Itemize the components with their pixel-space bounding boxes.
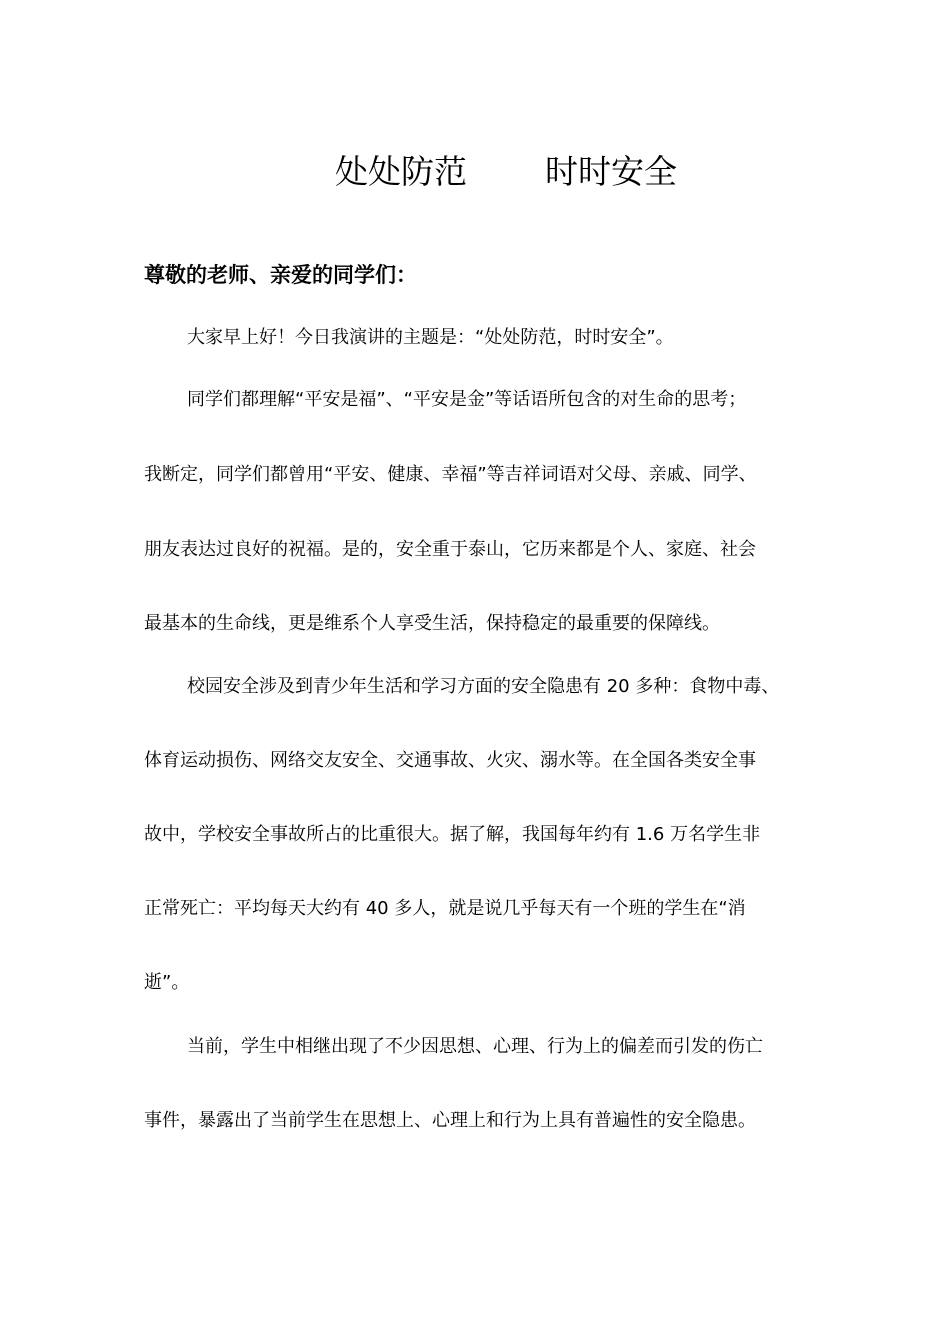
paragraph-4-line-2: 事件，暴露出了当前学生在思想上、心理上和行为上具有普遍性的安全隐患。 — [144, 1110, 756, 1131]
paragraph-3-line-1: 校园安全涉及到青少年生活和学习方面的安全隐患有 20 多种：食物中毒、 — [187, 676, 780, 697]
paragraph-1-line-1: 大家早上好！今日我演讲的主题是：“处处防范，时时安全”。 — [187, 327, 674, 348]
paragraph-2-line-2: 我断定，同学们都曾用“平安、健康、幸福”等吉祥词语对父母、亲戚、同学、 — [144, 464, 757, 485]
paragraph-2-line-3: 朋友表达过良好的祝福。是的，安全重于泰山，它历来都是个人、家庭、社会 — [144, 539, 756, 560]
paragraph-3-line-4: 正常死亡：平均每天大约有 40 多人，就是说几乎每天有一个班的学生在“消 — [144, 898, 746, 919]
paragraph-3-line-5: 逝”。 — [144, 972, 190, 993]
paragraph-2-line-4: 最基本的生命线，更是维系个人享受生活，保持稳定的最重要的保障线。 — [144, 613, 720, 634]
document-title — [0, 148, 950, 196]
title-part-left: 处处防范 — [335, 152, 467, 191]
title-part-right: 时时安全 — [545, 152, 677, 191]
paragraph-4-line-1: 当前，学生中相继出现了不少因思想、心理、行为上的偏差而引发的伤亡 — [187, 1036, 763, 1057]
paragraph-2-line-1: 同学们都理解“平安是福”、“平安是金”等话语所包含的对生命的思考； — [187, 389, 747, 410]
paragraph-3-line-2: 体育运动损伤、网络交友安全、交通事故、火灾、溺水等。在全国各类安全事 — [144, 750, 756, 771]
salutation: 尊敬的老师、亲爱的同学们： — [144, 263, 417, 287]
paragraph-3-line-3: 故中，学校安全事故所占的比重很大。据了解，我国每年约有 1.6 万名学生非 — [144, 824, 761, 845]
